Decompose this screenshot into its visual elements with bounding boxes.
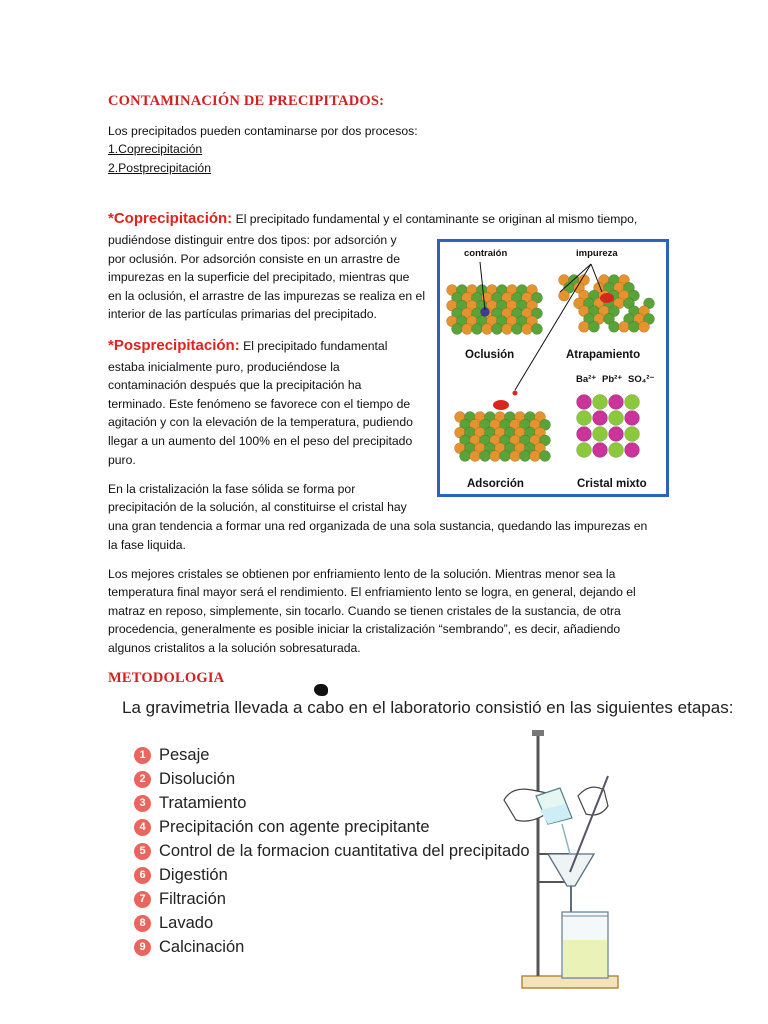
copre-line-5: en la oclusión, el arrastre de las impurezas se realiza en el — [108, 289, 426, 303]
step-number-badge: 3 — [134, 795, 151, 812]
label-cristal-mixto: Cristal mixto — [577, 478, 647, 490]
label-ion-ba: Ba²⁺ — [576, 374, 597, 385]
pospre-text: El precipitado fundamental — [239, 339, 388, 353]
process-2: 2.Postprecipitación — [108, 161, 211, 175]
step-item — [134, 938, 530, 962]
section-heading-metodologia: METODOLOGIA — [108, 670, 225, 686]
copre-text: El precipitado fundamental y el contaminante se originan al mismo tiempo, — [232, 212, 638, 226]
adsorcion-crystal — [455, 412, 551, 462]
filtration-apparatus-illustration — [488, 726, 644, 1022]
atrapamiento-crystal — [559, 275, 655, 333]
step-item — [134, 794, 530, 818]
mejores-line-5: algunos cristalitos a la solución sobresaturada. — [108, 641, 361, 655]
step-label: Disolución — [159, 770, 236, 788]
contamination-illustration — [440, 242, 666, 494]
intro-text: Los precipitados pueden contaminarse por dos procesos: — [108, 124, 418, 138]
step-item — [134, 842, 530, 866]
step-number-badge: 8 — [134, 915, 151, 932]
ink-blot — [314, 684, 328, 696]
step-label: Filtración — [159, 890, 226, 908]
step-label: Lavado — [159, 914, 214, 932]
pospre-keyword: *Posprecipitación: — [108, 337, 240, 354]
step-label: Calcinación — [159, 938, 245, 956]
crist-line-3: una gran tendencia a formar una red organizada de una sola sustancia, quedando las impurezas en — [108, 519, 648, 533]
label-ion-so4: SO₄²⁻ — [628, 374, 655, 385]
step-number-badge: 9 — [134, 939, 151, 956]
impurity-blob — [600, 293, 614, 303]
methodology-image — [108, 690, 734, 1024]
steps-list — [134, 746, 530, 962]
step-number-badge: 6 — [134, 867, 151, 884]
copre-line-4: impurezas en la superficie del precipitado, mientras que — [108, 270, 410, 284]
step-item — [134, 914, 530, 938]
pospre-line-3: contaminación después que la precipitación ha — [108, 378, 362, 392]
step-label: Tratamiento — [159, 794, 247, 812]
copre-line-3: por oclusión. Por adsorción consiste en un arrastre de — [108, 252, 400, 266]
label-adsorcion: Adsorción — [467, 478, 524, 490]
copre-line-6: interior de las partículas primarias del precipitado. — [108, 307, 377, 321]
step-item — [134, 890, 530, 914]
step-number-badge: 4 — [134, 819, 151, 836]
copre-line-2: pudiéndose distinguir entre dos tipos: por adsorción y — [108, 233, 397, 247]
crist-line-1: En la cristalización la fase sólida se forma por — [108, 482, 356, 496]
filtrate-liquid — [563, 940, 607, 977]
label-impureza: impureza — [576, 248, 618, 259]
hand-right — [578, 787, 608, 815]
step-item — [134, 866, 530, 890]
cristal-mixto-crystal — [577, 395, 640, 458]
step-number-badge: 2 — [134, 771, 151, 788]
step-label: Digestión — [159, 866, 228, 884]
mejores-line-3: matraz en reposo, simplemente, sin tocarlo. Cuando se tienen cristales de la sustancia, de otra — [108, 604, 621, 618]
copre-line-1 — [108, 209, 637, 230]
label-oclusion: Oclusión — [465, 349, 515, 361]
section-heading-contaminacion: CONTAMINACIÓN DE PRECIPITADOS: — [108, 93, 385, 109]
step-number-badge: 7 — [134, 891, 151, 908]
step-item — [134, 770, 530, 794]
impurity-blob — [493, 400, 509, 410]
copre-keyword: *Coprecipitación: — [108, 210, 233, 227]
process-1: 1.Coprecipitación — [108, 142, 203, 156]
label-atrapamiento: Atrapamiento — [566, 349, 641, 361]
step-label: Precipitación con agente precipitante — [159, 818, 430, 836]
pospre-line-4: terminado. Este fenómeno se favorece con el tiempo de — [108, 397, 411, 411]
pospre-line-7: puro. — [108, 453, 136, 467]
mejores-line-2: temperatura final mayor será el rendimiento. El enfriamiento lento se logra, en general, dejando el — [108, 585, 636, 599]
crist-line-4: la fase liquida. — [108, 538, 186, 552]
step-number-badge: 5 — [134, 843, 151, 860]
label-contraion: contraión — [464, 248, 508, 259]
pospre-line-5: agitación y con la elevación de la temperatura, pudiendo — [108, 415, 413, 429]
oclusion-crystal — [447, 285, 543, 335]
label-ion-pb: Pb²⁺ — [602, 374, 623, 385]
step-item — [134, 818, 530, 842]
step-number-badge: 1 — [134, 747, 151, 764]
pospre-line-2: estaba inicialmente puro, produciéndose la — [108, 360, 340, 374]
pospre-line-1 — [108, 336, 387, 357]
methodology-title: La gravimetria llevada a cabo en el laboratorio consistió en las siguientes etapas: — [122, 698, 734, 717]
pospre-line-6: llegar a un aumento del 100% en el peso del precipitado — [108, 434, 413, 448]
step-item — [134, 746, 530, 770]
step-label: Control de la formacion cuantitativa del precipitado — [159, 842, 530, 860]
mejores-line-1: Los mejores cristales se obtienen por enfriamiento lento de la solución. Mientras menor sea la — [108, 567, 616, 581]
contamination-figure — [437, 239, 669, 497]
crist-line-2: precipitación de la solución, al constituirse el cristal hay — [108, 500, 407, 514]
step-label: Pesaje — [159, 746, 210, 764]
mejores-line-4: procedencia, generalmente es posible iniciar la cristalización “sembrando”, es decir, añadiendo — [108, 622, 621, 636]
